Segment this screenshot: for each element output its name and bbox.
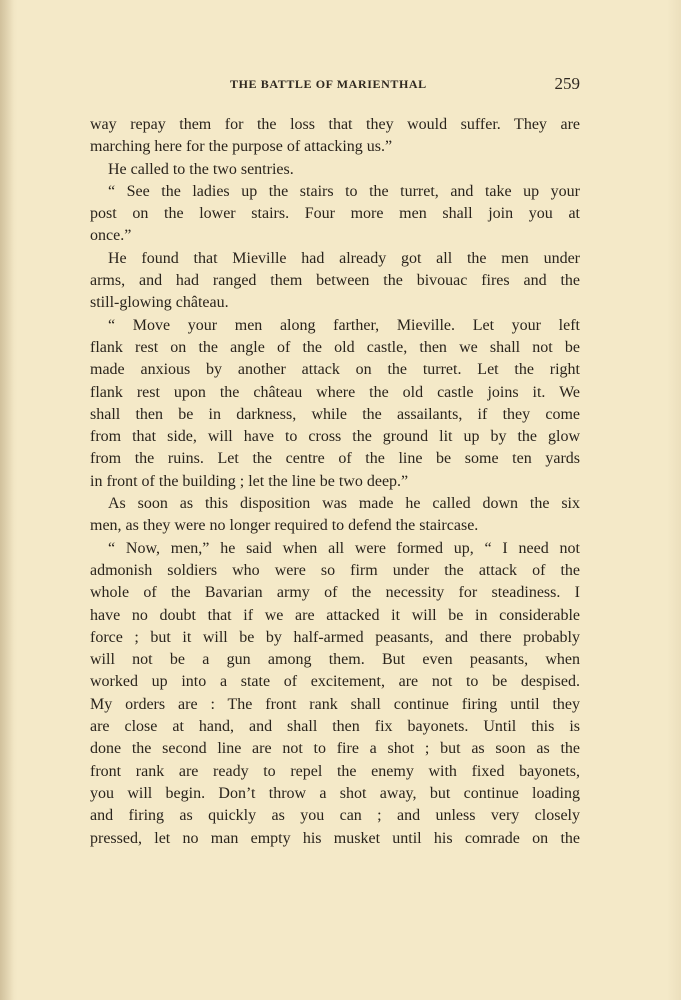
text-line: My orders are : The front rank shall continue firing until they	[90, 695, 580, 713]
running-title: THE BATTLE OF MARIENTHAL	[230, 77, 427, 91]
text-line: As soon as this disposition was made he called down the six	[108, 495, 580, 513]
page-number: 259	[554, 74, 580, 93]
text-line: in front of the building ; let the line be two deep.”	[90, 472, 409, 490]
text-line: flank rest upon the château where the old castle joins it. We	[90, 383, 580, 401]
text-line: “ Move your men along farther, Mieville. Let your left	[108, 316, 580, 334]
text-line: arms, and had ranged them between the bivouac fires and the	[90, 272, 580, 290]
body-text	[90, 114, 580, 850]
text-line: have no doubt that if we are attacked it will be in considerable	[90, 606, 580, 624]
text-line: post on the lower stairs. Four more men shall join you at	[90, 205, 580, 223]
text-line: still-glowing château.	[90, 294, 229, 312]
text-line: whole of the Bavarian army of the necessity for steadiness. I	[90, 584, 580, 602]
text-line: front rank are ready to repel the enemy with fixed bayonets,	[90, 762, 580, 780]
text-line: made anxious by another attack on the turret. Let the right	[90, 361, 580, 379]
text-line: from the ruins. Let the centre of the line be some ten yards	[90, 450, 580, 468]
text-line: will not be a gun among them. But even peasants, when	[90, 651, 580, 669]
text-line: force ; but it will be by half-armed peasants, and there probably	[90, 628, 580, 646]
text-line: way repay them for the loss that they would suffer. They are	[90, 116, 580, 133]
text-line: men, as they were no longer required to defend the staircase.	[90, 517, 479, 535]
text-line: shall then be in darkness, while the assailants, if they come	[90, 405, 580, 423]
running-head	[90, 74, 580, 96]
text-line: worked up into a state of excitement, are not to be despised.	[90, 673, 580, 691]
text-line: pressed, let no man empty his musket until his comrade on the	[90, 829, 580, 847]
text-line: marching here for the purpose of attacking us.”	[90, 138, 393, 156]
text-line: “ See the ladies up the stairs to the turret, and take up your	[108, 182, 580, 200]
text-line: you will begin. Don’t throw a shot away, but continue loading	[90, 784, 580, 802]
text-line: are close at hand, and shall then fix bayonets. Until this is	[90, 718, 580, 736]
text-line: once.”	[90, 227, 132, 245]
text-line: He found that Mieville had already got all the men under	[108, 249, 580, 267]
text-line: admonish soldiers who were so firm under the attack of the	[90, 561, 580, 579]
text-line: from that side, will have to cross the ground lit up by the glow	[90, 428, 580, 446]
text-line: “ Now, men,” he said when all were formed up, “ I need not	[108, 539, 580, 557]
gutter-shadow	[0, 0, 14, 1000]
text-line: and firing as quickly as you can ; and unless very closely	[90, 807, 580, 825]
text-line: He called to the two sentries.	[108, 160, 294, 178]
text-line: flank rest on the angle of the old castle, then we shall not be	[90, 338, 580, 356]
text-line: done the second line are not to fire a shot ; but as soon as the	[90, 740, 580, 758]
